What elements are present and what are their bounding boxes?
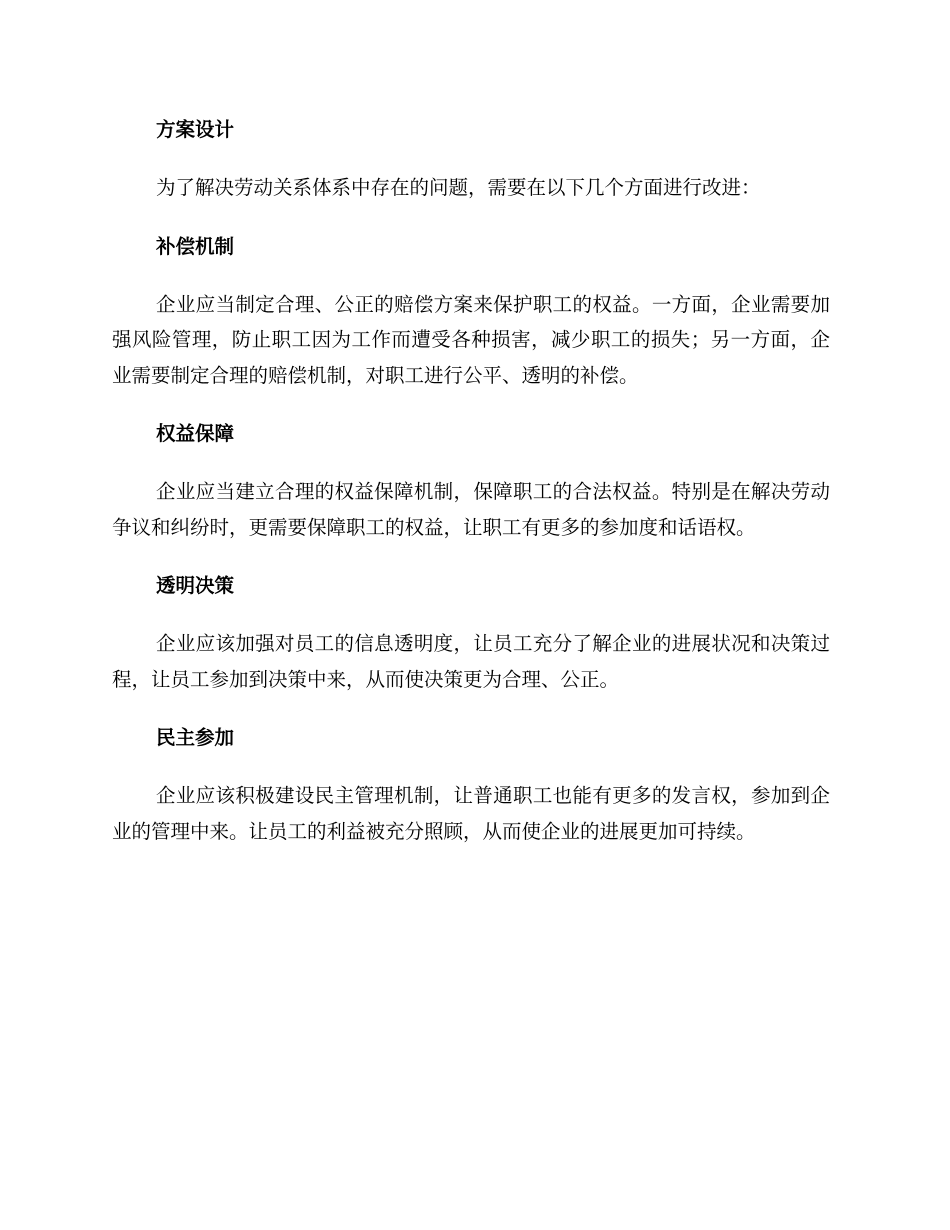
section-paragraph-rights-protection: 企业应当建立合理的权益保障机制，保障职工的合法权益。特别是在解决劳动争议和纠纷时，更需要保障职工的权益，让职工有更多的参加度和话语权。 (112, 480, 830, 539)
document-body (112, 112, 830, 849)
section-heading-transparent-decision: 透明决策 (156, 574, 235, 597)
section-paragraph-compensation: 企业应当制定合理、公正的赔偿方案来保护职工的权益。一方面，企业需要加强风险管理，防止职工因为工作而遭受各种损害，减少职工的损失；另一方面，企业需要制定合理的赔偿机制，对职工进行公平、透明的补偿。 (112, 292, 830, 387)
section-heading-rights-protection: 权益保障 (156, 422, 235, 445)
section-paragraph-plan-design: 为了解决劳动关系体系中存在的问题，需要在以下几个方面进行改进： (156, 176, 761, 199)
section-paragraph-democratic-participation: 企业应该积极建设民主管理机制，让普通职工也能有更多的发言权，参加到企业的管理中来。让员工的利益被充分照顾，从而使企业的进展更加可持续。 (112, 784, 830, 843)
section-heading-democratic-participation: 民主参加 (156, 726, 235, 749)
section-heading-compensation: 补偿机制 (156, 234, 235, 258)
section-paragraph-transparent-decision: 企业应该加强对员工的信息透明度，让员工充分了解企业的进展状况和决策过程，让员工参加到决策中来，从而使决策更为合理、公正。 (112, 632, 830, 691)
section-heading-plan-design: 方案设计 (156, 118, 235, 141)
